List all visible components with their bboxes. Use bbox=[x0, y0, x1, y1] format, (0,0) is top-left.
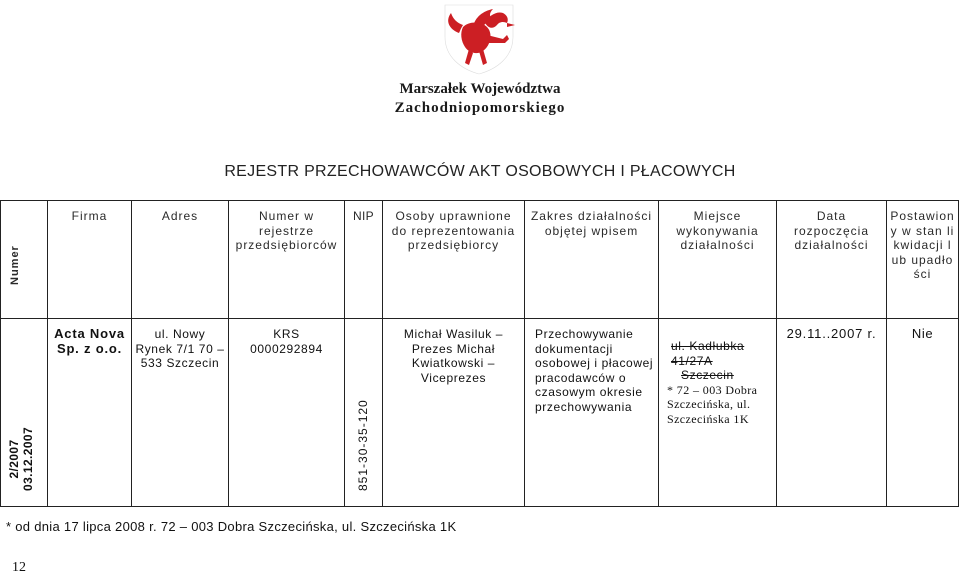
cell-osoby: Michał Wasiluk – Prezes Michał Kwiatkowski – Viceprezes bbox=[383, 319, 525, 507]
page-number: 12 bbox=[12, 560, 26, 575]
cell-krs-label: KRS bbox=[273, 327, 300, 341]
table-row bbox=[1, 319, 959, 507]
office-name-line2: Zachodniopomorskiego bbox=[394, 100, 566, 116]
register-table bbox=[0, 200, 959, 507]
header-numer bbox=[1, 201, 48, 319]
header-miejsce: Miejsce wykonywania działalności bbox=[659, 201, 777, 319]
cell-numer-text bbox=[7, 427, 35, 491]
office-name bbox=[300, 80, 660, 118]
cell-nip-text: 851-30-35-120 bbox=[356, 399, 370, 491]
cell-miejsce-old-line2: Szczecin bbox=[681, 368, 734, 383]
header-postawiony: Postawiony w stan likwidacji lub upadłości bbox=[887, 201, 959, 319]
header-osoby-uprawnione: Osoby uprawnione do reprezentowania przedsiębiorcy bbox=[383, 201, 525, 319]
cell-numer-line1: 2/2007 bbox=[7, 439, 21, 479]
cell-postawiony: Nie bbox=[887, 319, 959, 507]
page-title: REJESTR PRZECHOWAWCÓW AKT OSOBOWYCH I PŁACOWYCH bbox=[224, 163, 736, 180]
footnote: * od dnia 17 lipca 2008 r. 72 – 003 Dobra Szczecińska, ul. Szczecińska 1K bbox=[6, 519, 457, 534]
cell-miejsce bbox=[659, 319, 777, 507]
cell-zakres: Przechowywanie dokumentacji osobowej i płacowej pracodawców o czasowym okresie przechowywania bbox=[525, 319, 659, 507]
table-header-row bbox=[1, 201, 959, 319]
header-data: Data rozpoczęcia działalności bbox=[777, 201, 887, 319]
cell-data: 29.11..2007 r. bbox=[777, 319, 887, 507]
header-zakres: Zakres działalności objętej wpisem bbox=[525, 201, 659, 319]
cell-miejsce-old-line1: ul. Kadłubka 41/27A bbox=[671, 339, 745, 368]
cell-numer-w-rejestrze bbox=[229, 319, 345, 507]
office-name-line1: Marszałek Województwa bbox=[399, 81, 561, 97]
cell-miejsce-new: * 72 – 003 Dobra Szczecińska, ul. Szczecińska 1K bbox=[667, 382, 758, 426]
cell-adres: ul. Nowy Rynek 7/1 70 – 533 Szczecin bbox=[132, 319, 229, 507]
header-numer-w-rejestrze: Numer w rejestrze przedsiębiorców bbox=[229, 201, 345, 319]
griffin-coat-of-arms-logo bbox=[423, 3, 535, 75]
header-numer-label: Numer bbox=[9, 245, 21, 285]
header-adres: Adres bbox=[132, 201, 229, 319]
cell-krs-number: 0000292894 bbox=[250, 341, 323, 356]
cell-firma: Acta Nova Sp. z o.o. bbox=[48, 319, 132, 507]
cell-numer bbox=[1, 319, 48, 507]
cell-nip bbox=[345, 319, 383, 507]
header-nip: NIP bbox=[345, 201, 383, 319]
cell-numer-line2: 03.12.2007 bbox=[21, 426, 35, 491]
header-firma: Firma bbox=[48, 201, 132, 319]
